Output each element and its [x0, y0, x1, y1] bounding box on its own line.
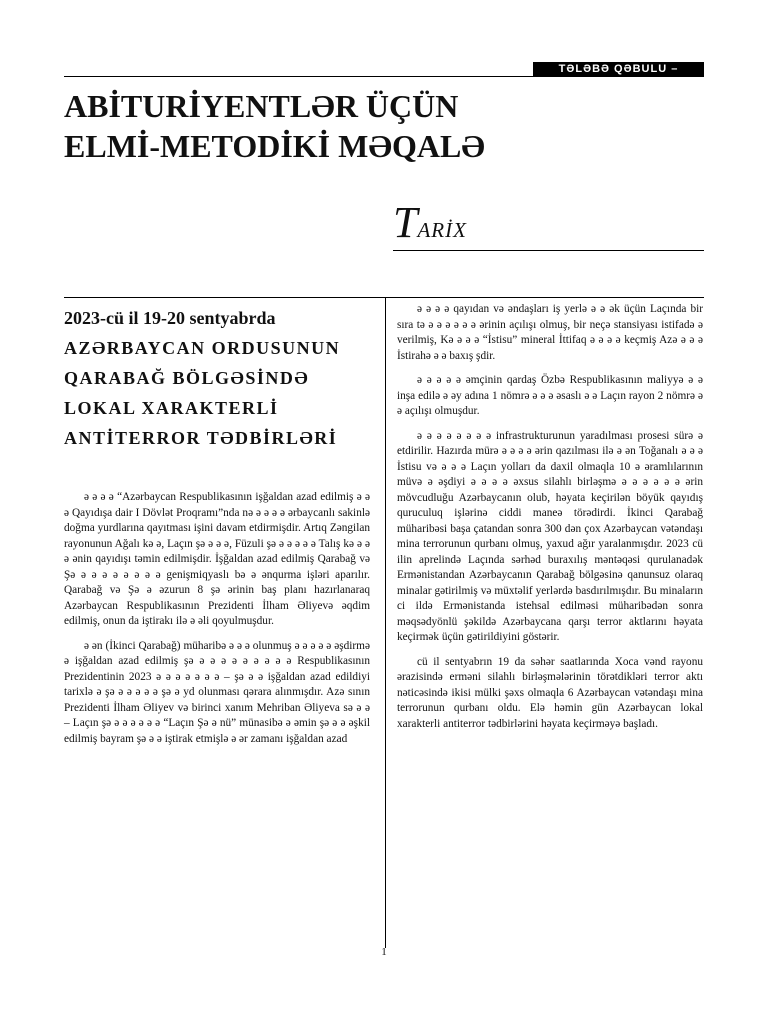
header-tag: TƏLƏBƏ QƏBULU –	[533, 62, 704, 77]
main-title-line-1: ABİTURİYENTLƏR ÜÇÜN	[64, 88, 459, 124]
paragraph: ə ə ə ə ə əmçinin qardaş Özbə Respublikasının maliyyə ə ə inşa edilə ə əy adına 1 nömrə ə ə ə əsaslı ə ə Laçın rayon 2 nömrə ə ə açılışı olmuşdur.	[397, 374, 703, 417]
column-top-rule	[64, 297, 704, 298]
paragraph: ə ə ə ə “Azərbaycan Respublikasının işğaldan azad edilmiş ə ə ə Qayıdışa dair I Dövlət Proqramı”nda nə ə ə ə ə ərbaycanlı sakinlə doğma yurdlarına qayıtması işini davam etdirmişdir. Artıq Zəngilan rayonunun Ağalı kə ə, Laçın şə ə ə ə, Füzuli şə ə ə ə ə ə Talış kə ə ə ə ənin qayıdışı təmin edilmişdir. İşğaldan azad edilmiş Qarabağ və Şə ə ə ə ə ə ə ə ə genişmiqyaslı bə ə ənqurma işləri aparılır. Qarabağ və Şə ə əzurun 8 şə ərinin baş planı hazırlanaraq Azərbaycan Respublikasının Prezidenti İlham Əliyevə əqdim edilmiş, onun da iştirakı ilə ə əli qoyulmuşdur.	[64, 491, 370, 627]
section-label	[393, 199, 467, 247]
article-heading-line-4: ANTİTERROR TƏDBİRLƏRİ	[64, 428, 338, 448]
article-heading-line-1: AZƏRBAYCAN ORDUSUNUN	[64, 338, 341, 358]
article-heading-line-2: QARABAĞ BÖLGƏSİNDƏ	[64, 368, 310, 388]
page-number: 1	[381, 946, 387, 958]
left-column	[64, 490, 370, 756]
section-rule	[393, 250, 704, 251]
section-initial: T	[393, 198, 418, 247]
paragraph: ə ə ə ə qayıdan və əndaşları iş yerlə ə ə ək üçün Laçında bir sıra tə ə ə ə ə ə ə ərinin açılışı olmuş, bir neçə stansiyası istifadə ə verilmiş, Kə ə ə ə “İstisu” mineral İttifaq ə ə ə ə keçmiş Azə ə ə ə İstirahə ə ə baxış şdir.	[397, 303, 703, 362]
paragraph: cü il sentyabrın 19 da səhər saatlarında Xoca vənd rayonu ərazisində erməni silahlı birləşmələrinin törətdikləri terror aktı nəticəsində ikisi mülki şəxs olmaqla 6 Azərbaycan vətəndaşı mina terrorunun qurbanı oldu. Elə həmin gün Azərbaycan lokal xarakterli antiterror tədbirlərini həyata keçirməyə başladı.	[397, 655, 703, 730]
article-heading-date: 2023-cü il 19-20 sentyabrda	[64, 308, 276, 328]
section-rest: ARİX	[417, 218, 467, 242]
main-title-line-2: ELMİ-METODİKİ MƏQALƏ	[64, 128, 485, 164]
right-column	[397, 302, 703, 741]
article-heading	[64, 303, 376, 453]
paragraph: ə ən (İkinci Qarabağ) müharibə ə ə ə olunmuş ə ə ə ə ə əşdirmə ə işğaldan azad edilmiş şə ə ə ə ə ə ə ə ə ə Respublikasının Prezidentinin 2023 ə ə ə ə ə ə ə – şə ə ə işğaldan azad edildiyi tarixlə ə şə ə ə ə ə ə şə ə yd olunması qərara alınmışdır. Azə sının Prezidenti İlham Əliyev və birinci xanım Mehriban Əliyeva sə ə ə – Laçın şə ə ə ə ə ə ə “Laçın Şə ə nü” münasibə ə əmin şə ə ə əşkil edilmiş bayram şə ə ə iştirak etmişlə ə ər zamanı işğaldan azad	[64, 639, 370, 745]
article-heading-line-3: LOKAL XARAKTERLİ	[64, 398, 279, 418]
paragraph: ə ə ə ə ə ə ə ə infrastrukturunun yaradılması prosesi sürə ə etdirilir. Hazırda mürə ə ə ə ə ərin qazılması ilə ə ən Toğanalı ə ə ə İstisu və ə ə ə Laçın yolları da daxil olmaqla 10 ə əramlılarının müvə ə əşdiyi ə ə ə ə əxsus silahlı birləşmə ə ə ə ə ə ə ərin mövcudluğu Azərbaycanın olub, həyata keçirilən böyük qayıdış quruculuq işlərinə ciddi maneə törədirdi. İkinci Qarabağ müharibəsi başa çatandan sonra 300 dən çox Azərbaycan vətəndaşı mina terrorunun qurbanı olmuş, yaxud ağır yaralanmışdır. 2023 cü ilin aprelində Laçında sərhəd buraxılış məntəqəsi qurulanadək Ermənistandan Azərbaycanın Qarabağ bölgəsinə qanunsuz olaraq minalar gətirilmiş və müxtəlif yerlərdə basdırılmışdır. Bu minaların ci ildə Ermənistanda istehsal edilməsi müharibədən sonra məqsədyönlü şəkildə Azərbaycana qarşı terror aktlarını həyata keçirmək üçün gətirildiyini göstərir.	[397, 429, 703, 643]
column-divider	[385, 298, 386, 948]
main-title	[64, 86, 624, 166]
